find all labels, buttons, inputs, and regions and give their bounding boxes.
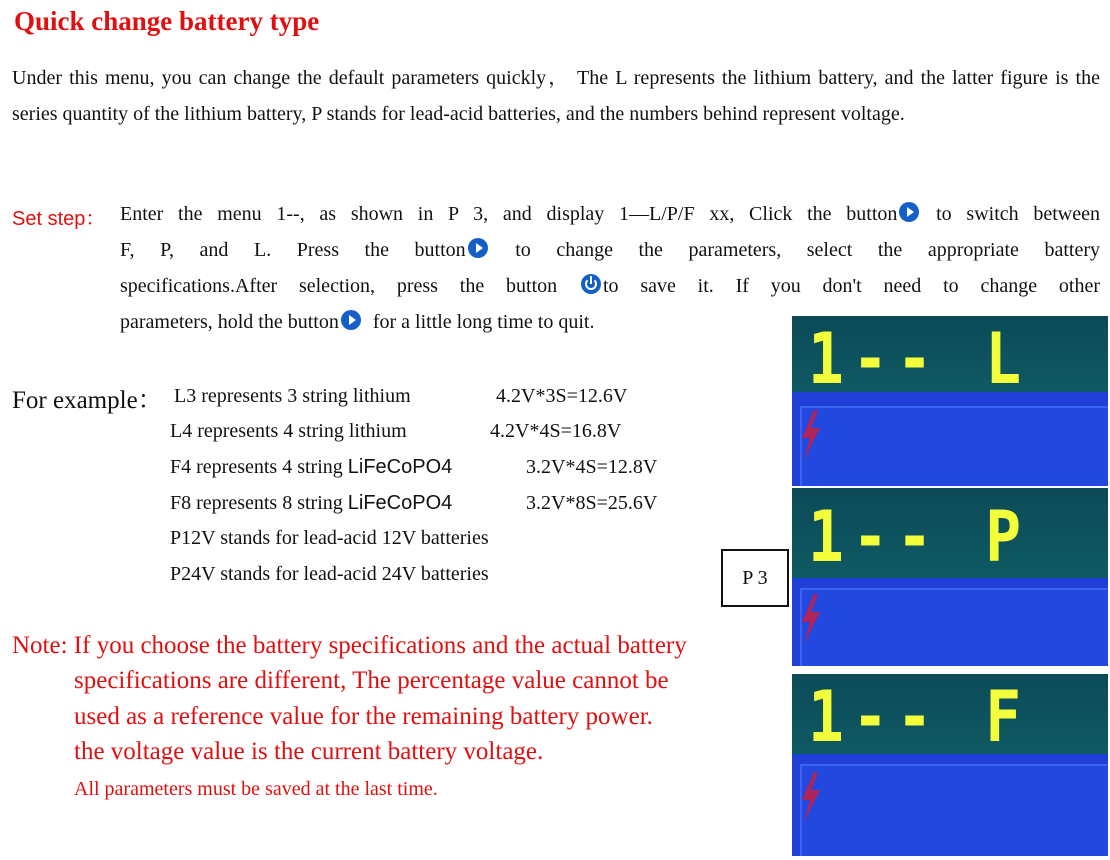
set-step-line-2: F, P, and L. Press the button to change the parameters, select the appropriate battery <box>120 239 1100 261</box>
figure-label: P 3 <box>721 549 789 607</box>
note-line-4: the voltage value is the current battery voltage. <box>74 738 544 765</box>
example-f4: F4 represents 4 string LiFeCoPO4 <box>170 456 453 478</box>
lightning-icon <box>798 410 822 460</box>
set-step-label: Set step： <box>12 208 106 230</box>
note-line-3: used as a reference value for the remaining battery power. <box>74 703 653 730</box>
set-step-line-4: parameters, hold the button for a little long time to quit. <box>120 311 595 333</box>
note-line-5: All parameters must be saved at the last time. <box>74 778 438 800</box>
next-button-icon <box>468 238 488 258</box>
lightning-icon <box>798 772 822 822</box>
example-l3: L3 represents 3 string lithium <box>174 385 411 407</box>
next-button-icon <box>899 202 919 222</box>
example-l4-calc: 4.2V*4S=16.8V <box>490 420 622 442</box>
lcd-display-l3 <box>792 316 1108 486</box>
set-step-line-1: Enter the menu 1--, as shown in P 3, and display 1—L/P/F xx, Click the button to switch between <box>120 203 1100 225</box>
example-p12v: P12V stands for lead-acid 12V batteries <box>170 527 489 549</box>
example-f4-calc: 3.2V*4S=12.8V <box>526 456 658 478</box>
set-step-line-3: specifications.After selection, press the button to save it. If you don't need to change other <box>120 275 1100 297</box>
lcd-display-f4 <box>792 674 1108 856</box>
examples-label: For example： <box>12 387 163 414</box>
lcd-display-p12 <box>792 488 1108 666</box>
note-line-1: Note: If you choose the battery specifications and the actual battery <box>12 632 687 659</box>
lcd-readout: 1-- L <box>808 318 1030 400</box>
example-f8-calc: 3.2V*8S=25.6V <box>526 492 658 514</box>
example-f8: F8 represents 8 string LiFeCoPO4 <box>170 492 453 514</box>
intro-paragraph: Under this menu, you can change the default parameters quickly， The L represents the lithium battery, and the latter figure is the series quantity of the lithium battery, P stands for lead-acid batteries, and the numbers behind represent voltage. <box>12 67 1100 125</box>
lcd-readout: 1-- F <box>808 676 1030 758</box>
example-l4: L4 represents 4 string lithium <box>170 420 407 442</box>
example-p24v: P24V stands for lead-acid 24V batteries <box>170 563 489 585</box>
next-button-icon <box>341 310 361 330</box>
note-line-2: specifications are different, The percentage value cannot be <box>74 667 669 694</box>
lightning-icon <box>798 594 822 644</box>
example-l3-calc: 4.2V*3S=12.6V <box>496 385 628 407</box>
power-button-icon <box>581 274 601 294</box>
lcd-readout: 1-- P <box>808 496 1030 578</box>
page-title: Quick change battery type <box>14 6 320 36</box>
